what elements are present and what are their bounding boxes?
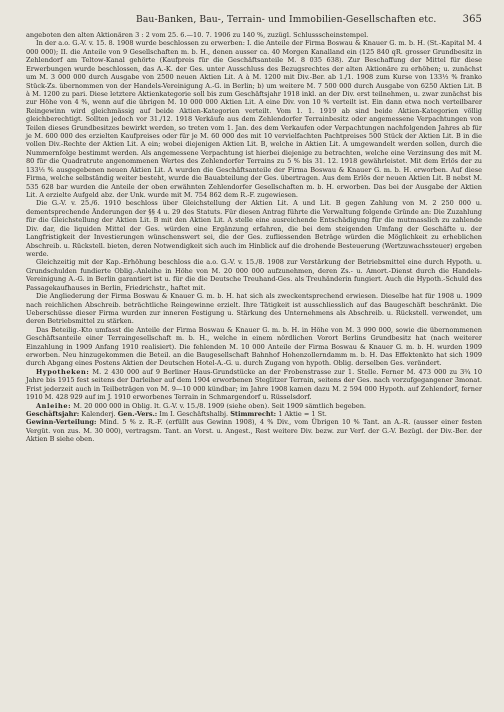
general-meeting-label: Gen.-Vers.: — [117, 409, 158, 418]
page-header — [136, 14, 482, 25]
paragraph-participation: Das Beteilig.-Kto umfasst die Anteile der Firma Boswau & Knauer G. m. b. H. in Höhe von M. 3 990 000, sowie die übernommenen Geschäftsanteile einer Terraingesellschaft m. b. H., welche in einem nördlichen Vorort Berlins Grundbesitz hat (nach weiterer Einzahlung in 1909 Anfang 1910 realisiert). Die fehlenden M. 10 000 Anteile der Firma Boswau & Knauer G. m. b. H. wurden 1909 erworben. Neu hinzugekommen die Beteil. an die Baugesellschaft Bahnhof Hohenzollerndamm m. b. H. Das Effektenkto hat sich 1909 durch Abgang eines Postens Aktien der Deutschen Hotel-A.-G. u. durch Zugang von hypoth. Oblig. derselben Ges. verändert. — [26, 325, 482, 368]
fiscal-year-label: Geschäftsjahr: — [26, 409, 80, 418]
voting-right-text: 1 Aktie = 1 St. — [278, 409, 327, 418]
voting-right-label: Stimmrecht: — [230, 409, 277, 418]
paragraph-affiliation: Die Angliederung der Firma Boswau & Knauer G. m. b. H. hat sich als zweckentsprechend erwiesen. Dieselbe hat für 1908 u. 1909 nach reichlichen Abschreib. beträchtliche Reingewinne erzielt. Ihre Tätigkeit ist ausschliesslich auf das Baugeschäft beschränkt. Die Ueberschüsse dieser Firma wurden zur inneren Festigung u. Stärkung des Unternehmens als Abschreib. u. Rückstell. verwendet, um deren Betriebsmittel zu stärken. — [26, 292, 482, 326]
profit-distribution-label: Gewinn-Verteilung: — [26, 418, 97, 427]
paragraph-equalization: Die G.-V. v. 25./6. 1910 beschloss über Gleichstellung der Aktien Lit. A und Lit. B gegen Zahlung von M. 2 250 000 u. dementsprechende Änderungen der §§ 4 u. 29 des Statuts. Für diesen Antrag führte die Verwaltung folgende Gründe an: Die Zuzahlung für die Gleichstellung der Aktien Lit. B mit den Aktien Lit. A stelle eine ausreichende Entschädigung für die mutmasslich zu zahlende Div. dar, die liquiden Mittel der Ges. würden eine Ergänzung erfahren, die bei dem steigenden Umfang der Geschäfte u. der Langfristigkeit der Investierungen wünschenswert sei, die der Ges. zufliessenden Beträge würden die Möglichkeit zu erheblichen Abschreib. u. Rückstell. bieten, deren Notwendigkeit sich auch im Hinblick auf die drohende Besteuerung (Wertzuwachssteuer) ergeben werde. — [26, 199, 482, 258]
paragraph-loan — [26, 402, 482, 410]
mortgages-text: M. 2 430 000 auf 9 Berliner Haus-Grundstücke an der Frobenstrasse zur 1. Stelle. Ferner M. 473 000 zu 3¾ 10 Jahre bis 1915 fest seitens der Darleiher auf dem 1904 erworbenen Steglitzer Terrain, seitens der Ges. nach vorzufgegangener 3monat. Frist jederzeit auch in Teilbeträgen von M. 9—10 000 kündbar; im Jahre 1908 kamen dazu M. 2 594 000 Hypoth. auf Zehlendorf, ferner 1910 M. 428 929 auf im J. 1910 erworbenes Terrain in Schmargendorf u. Rüsselsdorf. — [26, 367, 482, 402]
profit-distribution-text: Mind. 5 % z. R.-F. (erfüllt aus Gewinn 1908), 4 % Div., vom Übrigen 10 % Tant. an A.-R. (ausser einer festen Vergüt. von zus. M. 30 000), vertragsm. Tant. an Vorst. u. Angest., Rest weitere Div. bezw. zur Verf. der G.-V. Bezügl. der Div.-Ber. der Aktien B siehe oben. — [26, 418, 482, 444]
loan-text: M. 20 000 000 in Oblig. lt. G.-V. v. 15./8. 1909 (siehe oben). Seit 1909 sämtlich begeben. — [73, 401, 367, 410]
paragraph-acquisition: In der a.o. G.-V. v. 15. 8. 1908 wurde beschlossen zu erwerben: I. die Anteile der Firma Boswau & Knauer G. m. b. H. (St.-Kapital M. 4 000 000); II. die Anteile von 9 Gesellschaften m. b. H., denen ausser ca. 40 Morgen Kanalland ein (125 840 qR. grosser Grundbesitz in Zehlendorf am Teltow-Kanal gehörte (Kaufpreis für die Geschäftsanteile M. 8 035 638). Zur Beschaffung der Mittel für diese Erwerbungen wurde beschlossen, das A.-K. der Ges. unter Ausschluss des Bezugsrechtes der alten Aktionäre zu erhöhen; u. zunächst um M. 3 000 000 durch Ausgabe von 2500 neuen Aktien Lit. A à M. 1200 mit Div.-Ber. ab 1./1. 1908 zum Kurse von 133⅓ % franko Stück-Zs. übernommen von der Handels-Vereinigung A.-G. in Berlin; b) um weitere M. 7 500 000 durch Ausgabe von 6250 Aktien Lit. B à M. 1200 zu pari. Diese letztere Aktienkategorie soll bis zum Geschäftsjahr 1918 inkl. an der Div. erst teilnehmen, u. zwar zunächst bis zur Höhe von 4 %, wenn auf die übrigen M. 10 000 000 Aktien Lit. A eine Div. von 10 % verteilt ist. Ein dann etwa noch verteilbarer Reingewinn wird gleichmässig auf beide Aktien-Kategorien verteilt. Vom 1. 1. 1919 ab sind beide Aktien-Kategorien völlig gleichberechtigt. Sollten jedoch vor 31./12. 1918 Verkäufe aus dem Zehlendorfer Terrainbesitz oder angemessene Verpachtungen von Teilen dieses Grundbesitzes bewirkt werden, so treten vom 1. Jan. des dem Verkaufen oder Verpachtungen nachfolgenden Jahres ab für je M. 600 000 des erzielten Kaufpreises oder für je M. 60 000 des mit 10 vervielfachten Pachtpreises 500 Stück der Aktien Lit. B in die vollen Div.-Rechte der Aktien Lit. A ein; wobei diejenigen Aktien Lit. B, welche in Aktien Lit. A umgewandelt werden sollen, durch die Nummernfolge bestimmt werden. Als angemessene Verpachtung ist hierbei diejenige zu betrachten, welche eine Verzinsung des mit M. 80 für die Quadratrute angenommenen Wertes des Zehlendorfer Terrains zu 5 % bis 31. 12. 1918 gewährleistet. Mit dem Erlös der zu 133⅓ % ausgegebenen neuen Aktien Lit. A wurden die Geschäftsanteile der Firma Boswau & Knauer G. m. b. H. erworben. Auf diese Firma, welche selbständig weiter besteht, wurde die Bauabteilung der Ges. übertragen. Aus dem Erlös der neuen Aktien Lit. B nebst M. 535 628 bar wurden die Anteile der oben erwähnten Zehlendorfer Gesellschaften m. b. H. erworben. Das bei der Ausgabe der Aktien Lit. A erzielte Aufgeld abz. der Unk. wurde mit M. 754 862 dem R.-F. zugewiesen. — [26, 39, 482, 200]
paragraph-bond-issue: Gleichzeitig mit der Kap.-Erhöhung beschloss die a.o. G.-V. v. 15./8. 1908 zur Verstärkung der Betriebsmittel eine durch Hypoth. u. Grundschulden fundierte Oblig.-Anleihe in Höhe von M. 20 000 000 aufzunehmen, deren Zs.- u. Amort.-Dienst durch die Handels-Vereinigung A.-G. in Berlin garantiert ist u. für die die Deutsche Treuhand-Ges. als Treuhänderin fungiert. Auch die Hypoth.-Schuld des Passagekaufhauses in Berlin, Friedrichstr., haftet mit. — [26, 258, 482, 292]
general-meeting-text: Im I. Geschäftshalbj. — [159, 409, 229, 418]
fiscal-year-text: Kalenderj. — [81, 409, 116, 418]
paragraph-profit-distribution — [26, 418, 482, 443]
paragraph-mortgages — [26, 368, 482, 402]
document-body — [26, 31, 482, 444]
page-number: 365 — [462, 14, 482, 25]
loan-label: Anleihe: — [36, 401, 72, 410]
mortgages-label: Hypotheken: — [36, 367, 90, 376]
paragraph-intro: angeboten den alten Aktionären 3 : 2 vom 25. 6.—10. 7. 1906 zu 140 %, zuzügl. Schlussscheinstempel. — [26, 31, 369, 39]
header-title: Bau-Banken, Bau-, Terrain- und Immobilien-Gesellschaften etc. — [136, 14, 437, 25]
